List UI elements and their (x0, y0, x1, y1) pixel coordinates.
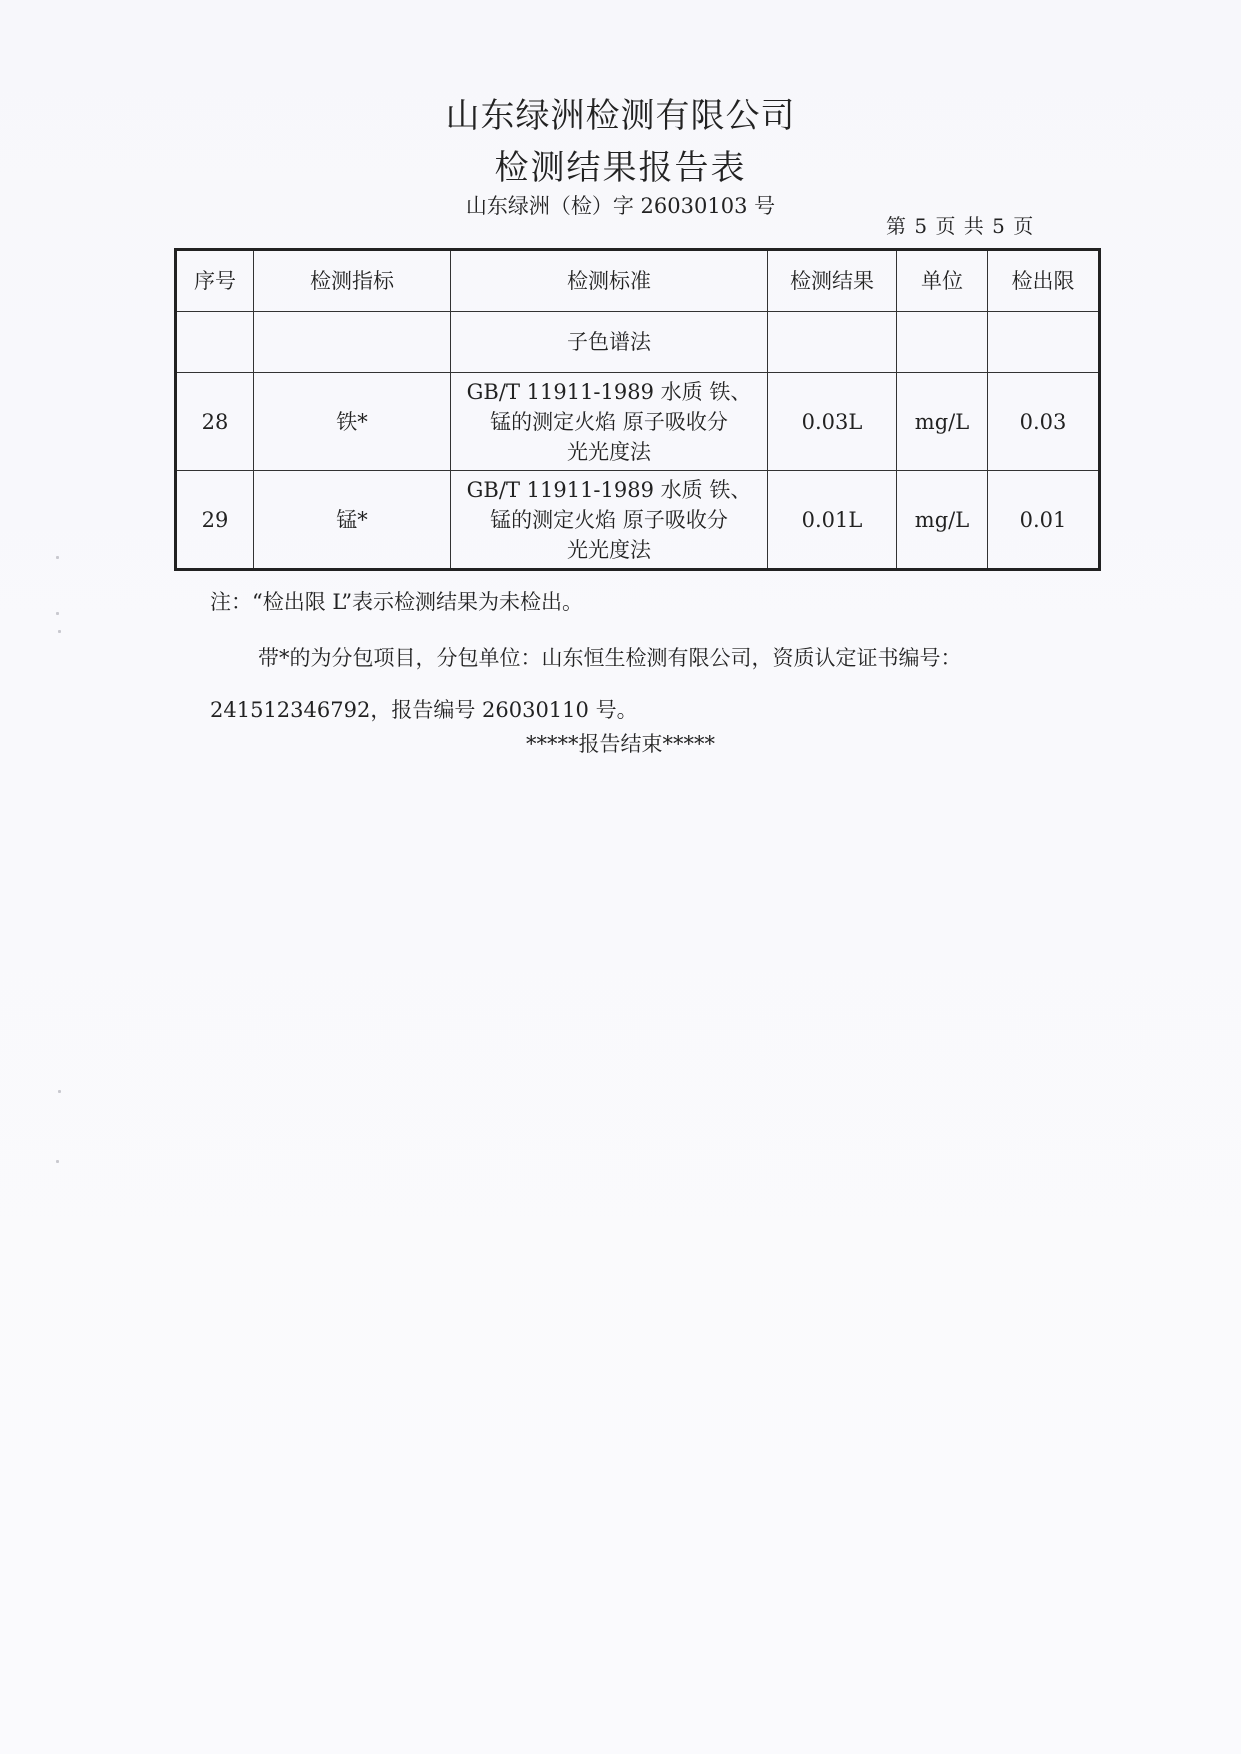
table-row-continuation (176, 312, 1100, 373)
scan-speck (58, 630, 61, 633)
table-row (176, 471, 1100, 570)
cell-result: 0.03L (768, 373, 897, 471)
table-row (176, 373, 1100, 471)
standard-line: GB/T 11911-1989 水质 铁、 (466, 379, 752, 404)
header-result: 检测结果 (768, 250, 897, 312)
cell-unit: mg/L (897, 373, 988, 471)
table-header-row (176, 250, 1100, 312)
standard-line: 锰的测定火焰 原子吸收分 (490, 507, 728, 532)
report-number: 山东绿洲（检）字 26030103 号 (465, 194, 776, 218)
results-table (174, 248, 1101, 571)
cell-limit: 0.03 (988, 373, 1100, 471)
report-end-mark: *****报告结束***** (526, 732, 715, 756)
cell-standard: 子色谱法 (451, 312, 768, 373)
cell-limit (988, 312, 1100, 373)
header-item: 检测指标 (254, 250, 451, 312)
cell-seq (176, 312, 254, 373)
cell-unit (897, 312, 988, 373)
cell-item: 铁* (254, 373, 451, 471)
cell-unit: mg/L (897, 471, 988, 570)
header-standard: 检测标准 (451, 250, 768, 312)
note-text: 注：“检出限 L”表示检测结果为未检出。 (210, 590, 584, 614)
cell-standard (451, 471, 768, 570)
cell-result (768, 312, 897, 373)
subcontract-text: 带*的为分包项目，分包单位：山东恒生检测有限公司，资质认定证书编号：241512346792，报告编号 26030110 号。 (210, 646, 962, 722)
cell-standard (451, 373, 768, 471)
header-limit: 检出限 (988, 250, 1100, 312)
scan-speck (56, 556, 59, 559)
standard-line: 锰的测定火焰 原子吸收分 (490, 409, 728, 434)
cell-item: 锰* (254, 471, 451, 570)
cell-seq: 29 (176, 471, 254, 570)
cell-result: 0.01L (768, 471, 897, 570)
header-seq: 序号 (176, 250, 254, 312)
company-name: 山东绿洲检测有限公司 (445, 96, 796, 136)
standard-line: 光光度法 (567, 537, 651, 562)
scan-speck (56, 1160, 59, 1163)
cell-limit: 0.01 (988, 471, 1100, 570)
report-title: 检测结果报告表 (494, 148, 747, 188)
cell-item (254, 312, 451, 373)
page-indicator: 第 5 页 共 5 页 (886, 214, 1034, 238)
scan-speck (56, 612, 59, 615)
standard-line: GB/T 11911-1989 水质 铁、 (466, 477, 752, 502)
cell-seq: 28 (176, 373, 254, 471)
standard-line: 光光度法 (567, 439, 651, 464)
header-unit: 单位 (897, 250, 988, 312)
scan-speck (58, 1090, 61, 1093)
